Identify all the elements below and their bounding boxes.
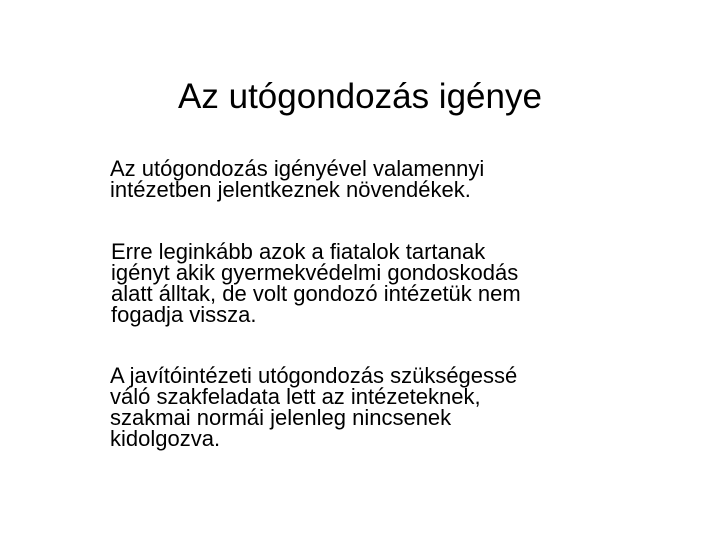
paragraph-aftercare-demand: Az utógondozás igényével valamennyi intézetben jelentkeznek növendékek.	[110, 156, 485, 202]
paragraph-who-requests: Erre leginkább azok a fiatalok tartanak igényt akik gyermekvédelmi gondoskodás alatt álltak, de volt gondozó intézetük nem fogadja vissza.	[111, 239, 521, 327]
paragraph-correctional-task: A javítóintézeti utógondozás szükségessé váló szakfeladata lett az intézeteknek, szakmai normái jelenleg nincsenek kidolgozva.	[110, 363, 518, 451]
slide-title: Az utógondozás igénye	[178, 77, 542, 116]
slide-body	[110, 158, 670, 449]
